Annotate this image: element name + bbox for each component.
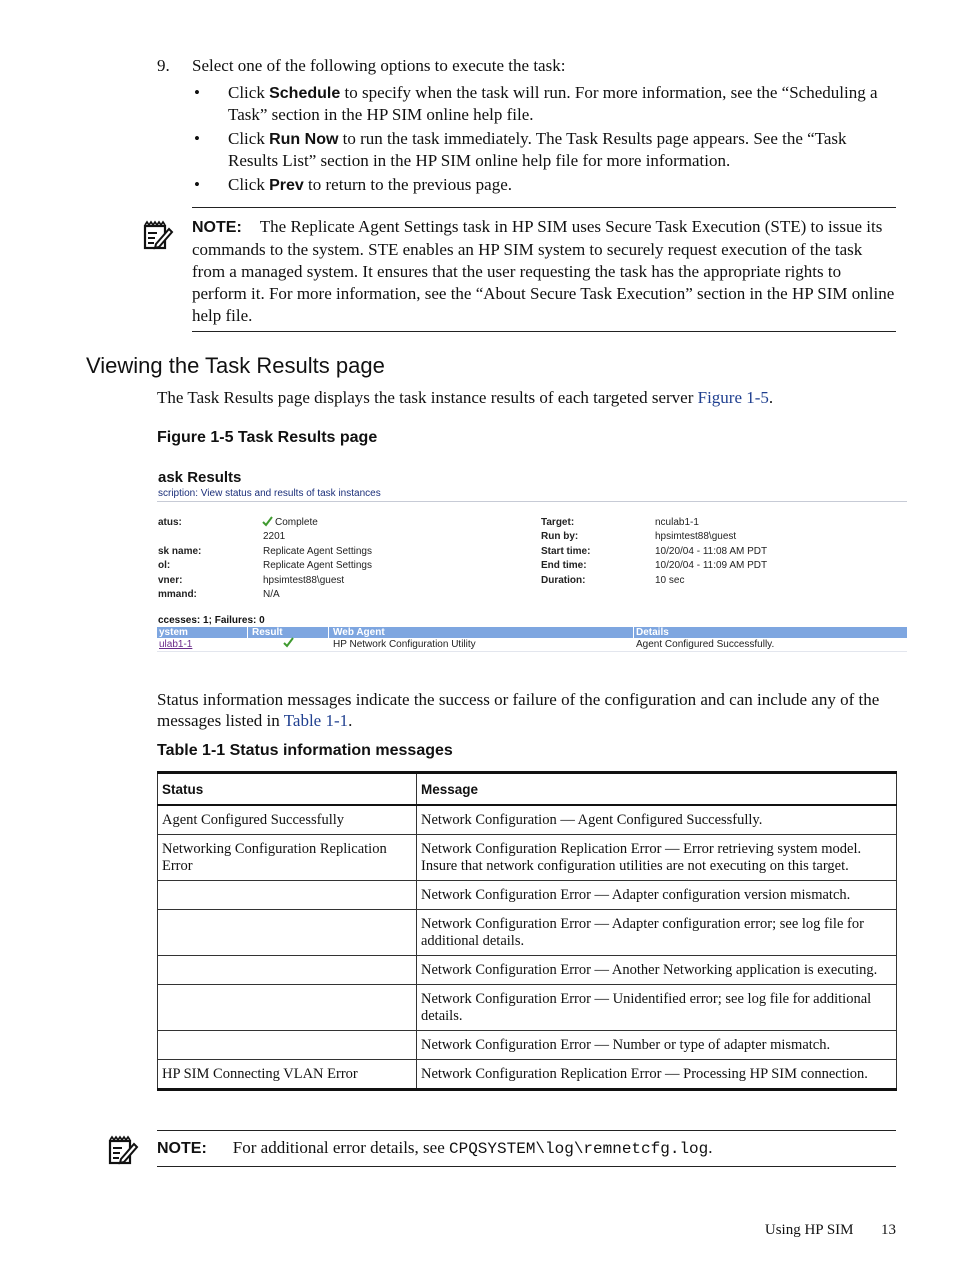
status-cell (158, 910, 417, 956)
ss-row-web-agent: HP Network Configuration Utility (333, 639, 476, 650)
figure-caption: Figure 1-5 Task Results page (157, 429, 378, 446)
message-cell: Network Configuration Error — Number or type of adapter mismatch. (417, 1031, 897, 1060)
note-ste (192, 207, 896, 332)
ss-col-divider (328, 627, 329, 638)
ss-status-value: Complete (275, 517, 318, 528)
ss-tool-value: Replicate Agent Settings (263, 560, 372, 571)
note-icon (142, 220, 174, 252)
note-icon (107, 1135, 139, 1167)
table-row (158, 1031, 897, 1060)
result-check-icon (283, 637, 294, 648)
ss-row-system-link[interactable]: ulab1-1 (159, 639, 193, 650)
ss-label-duration: Duration: (541, 575, 586, 586)
page-footer (765, 1222, 896, 1239)
note-label: NOTE: (157, 1140, 207, 1157)
message-cell: Network Configuration — Agent Configured Successfully. (417, 805, 897, 835)
ss-label-run-by: Run by: (541, 531, 579, 542)
ss-summary: ccesses: 1; Failures: 0 (158, 615, 265, 626)
ss-owner-value: hpsimtest88\guest (263, 575, 345, 586)
figure-link[interactable]: Figure 1-5 (697, 388, 769, 407)
status-cell: HP SIM Connecting VLAN Error (158, 1060, 417, 1090)
ss-target-value: nculab1-1 (655, 517, 699, 528)
ss-row-details: Agent Configured Successfully. (636, 639, 775, 650)
ss-end-value: 10/20/04 - 11:09 AM PDT (655, 560, 768, 571)
status-cell: Networking Configuration Replication Error (158, 835, 417, 881)
status-cell (158, 881, 417, 910)
ss-start-value: 10/20/04 - 11:08 AM PDT (655, 546, 768, 557)
run-now-label: Run Now (269, 131, 339, 148)
ss-label-command: mmand: (158, 589, 197, 600)
message-cell: Network Configuration Replication Error — Processing HP SIM connection. (417, 1060, 897, 1090)
step-9 (157, 56, 565, 76)
ss-label-owner: vner: (158, 575, 183, 586)
message-cell: Network Configuration Error — Another Networking application is executing. (417, 956, 897, 985)
section-intro: The Task Results page displays the task instance results of each targeted server Figure 1-5. (157, 388, 774, 407)
message-cell: Network Configuration Error — Adapter configuration version mismatch. (417, 881, 897, 910)
option-run-now: • Click Run Now to run the task immediately. The Task Results page appears. See the “Task Results List” section in the HP SIM online help file for more information. (194, 129, 847, 170)
status-cell (158, 956, 417, 985)
step-number: 9. (157, 56, 170, 75)
ss-subtitle: scription: View status and results of task instances (158, 488, 381, 499)
ss-run-by-value: hpsimtest88\guest (655, 531, 737, 542)
table-row (158, 835, 897, 881)
option-prev: • Click Prev to return to the previous page. (194, 175, 512, 194)
step-text: Select one of the following options to execute the task: (192, 56, 566, 75)
table-header-row (158, 773, 897, 806)
option-schedule: • Click Schedule to specify when the task will run. For more information, see the “Scheduling a Task” section in the HP SIM online help file. (194, 83, 878, 124)
ss-duration-value: 10 sec (655, 575, 685, 586)
ss-col-details[interactable]: Details (636, 627, 669, 638)
ss-label-start: Start time: (541, 546, 591, 557)
status-cell: Agent Configured Successfully (158, 805, 417, 835)
ss-label-end: End time: (541, 560, 587, 571)
ss-label-task-name: sk name: (158, 546, 202, 557)
schedule-label: Schedule (269, 85, 341, 102)
table-row (158, 985, 897, 1031)
section-heading: Viewing the Task Results page (86, 353, 385, 378)
status-cell (158, 1031, 417, 1060)
table-row (158, 805, 897, 835)
ss-col-web-agent[interactable]: Web Agent (333, 627, 385, 638)
option-list (194, 82, 894, 199)
ss-title: ask Results (158, 469, 242, 486)
bullet-icon: • (194, 175, 200, 194)
note-text: The Replicate Agent Settings task in HP SIM uses Secure Task Execution (STE) to issue its commands to the system. STE enables an HP SIM system to securely request execution of the task from a managed system. It ensures that the user requesting the task has the appropriate rights to perform it. For more information, see the “About Secure Task Execution” section in the HP SIM online help file. (192, 217, 895, 325)
ss-label-status: atus: (158, 517, 182, 528)
table-link[interactable]: Table 1-1 (283, 711, 349, 730)
bullet-icon: • (194, 129, 200, 148)
prev-label: Prev (269, 177, 304, 194)
table-row (158, 910, 897, 956)
header-message: Message (417, 773, 897, 806)
ss-col-system[interactable]: ystem (159, 627, 188, 638)
note-label: NOTE: (192, 219, 242, 236)
ss-col-result[interactable]: Result (252, 627, 283, 638)
header-status: Status (158, 773, 417, 806)
ss-command-value: N/A (263, 589, 280, 600)
status-messages-table (157, 771, 897, 1091)
ss-row-divider (157, 651, 907, 652)
ss-label-target: Target: (541, 517, 575, 528)
note-text: For additional error details, see (232, 1138, 449, 1157)
log-path: CPQSYSTEM\log\remnetcfg.log (449, 1140, 709, 1158)
ss-task-name-value: Replicate Agent Settings (263, 546, 372, 557)
ss-id-value: 2201 (263, 531, 286, 542)
table-row (158, 956, 897, 985)
message-cell: Network Configuration Replication Error — Error retrieving system model. Insure that network configuration utilities are not executing on this target. (417, 835, 897, 881)
note-log-file: NOTE: For additional error details, see CPQSYSTEM\log\remnetcfg.log. (157, 1130, 896, 1167)
table-row (158, 881, 897, 910)
check-icon (262, 516, 273, 527)
message-cell: Network Configuration Error — Adapter configuration error; see log file for additional details. (417, 910, 897, 956)
ss-col-divider (247, 627, 248, 638)
ss-col-divider (633, 627, 634, 638)
footer-section: Using HP SIM (764, 1222, 854, 1238)
ss-divider (157, 501, 907, 502)
message-cell: Network Configuration Error — Unidentified error; see log file for additional details. (417, 985, 897, 1031)
task-results-screenshot (157, 465, 907, 660)
status-cell (158, 985, 417, 1031)
status-intro: Status information messages indicate the success or failure of the configuration and can include any of the messages listed in Table 1-1. (157, 690, 880, 730)
ss-label-tool: ol: (158, 560, 171, 571)
table-row (158, 1060, 897, 1090)
table-caption: Table 1-1 Status information messages (157, 742, 453, 759)
page-number: 13 (881, 1222, 896, 1238)
bullet-icon: • (194, 83, 200, 102)
